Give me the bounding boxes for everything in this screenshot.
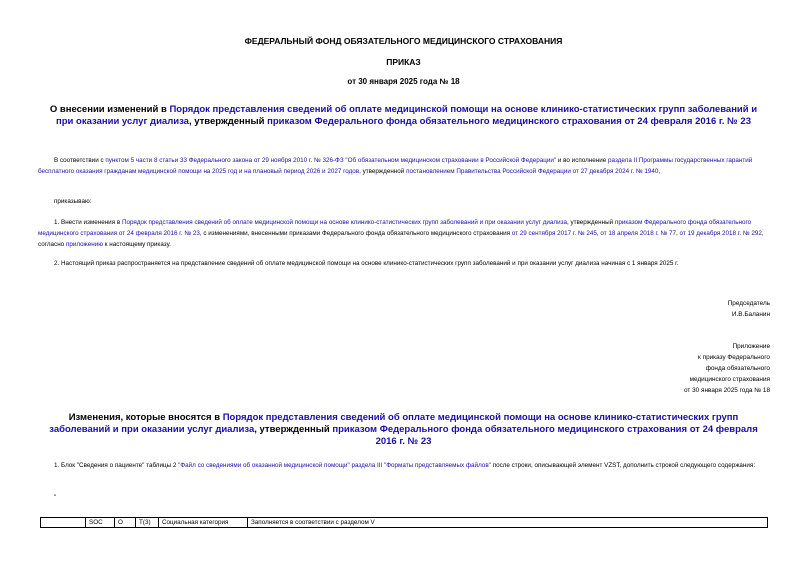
- table-cell: [41, 518, 86, 528]
- text: , утвержденной: [359, 168, 407, 175]
- table-row: [41, 518, 768, 528]
- decree-link[interactable]: постановлением Правительства Российской Федерации от 27 декабря 2024 г. № 1940: [406, 168, 659, 175]
- item-2-text: 2. Настоящий приказ распространяется на представление сведений об оплате медицинской помощи на основе клинико-статистических групп заболеваний и при оказании услуг диализа начиная с 1 января 2025 г.: [54, 260, 679, 267]
- procedure-link[interactable]: Порядок представления сведений об оплате медицинской помощи на основе клинико-статистических групп заболеваний и при оказании услуг диализа: [121, 219, 567, 226]
- text: после строки, описывающей элемент VZST, дополнить строкой следующего содержания:: [490, 462, 756, 469]
- title-text: , утвержденный: [188, 116, 268, 127]
- item-2: [38, 258, 768, 269]
- signature-block: [620, 298, 770, 320]
- text: 1. Внести изменения в: [54, 219, 122, 226]
- inserted-row-table: [40, 517, 768, 528]
- quote-mark: [38, 492, 768, 503]
- title-link-order[interactable]: приказом Федерального фонда обязательного медицинского страхования от 24 февраля 2016 г. № 23: [267, 116, 751, 127]
- signature-position: Председатель: [727, 300, 770, 307]
- appendix-link[interactable]: приложению: [65, 241, 103, 248]
- amendment-link-1[interactable]: от 29 сентября 2017 г. № 245: [511, 230, 597, 237]
- org-heading: ФЕДЕРАЛЬНЫЙ ФОНД ОБЯЗАТЕЛЬНОГО МЕДИЦИНСКОГО СТРАХОВАНИЯ: [244, 36, 563, 46]
- appendix-block: [620, 341, 770, 396]
- amendment-link-2[interactable]: от 18 апреля 2018 г. № 77: [600, 230, 677, 237]
- title-text: Изменения, которые вносятся в: [68, 412, 223, 423]
- order-date-number: от 30 января 2025 года № 18: [347, 77, 460, 86]
- title2-link-order[interactable]: приказом Федерального фонда обязательного медицинского страхования от 24 февраля 2016 г. № 23: [332, 424, 758, 447]
- item-1: [38, 217, 768, 250]
- text: , с изменениями, внесенными приказами Федерального фонда обязательного медицинского страхования: [199, 230, 512, 237]
- text: к настоящему приказу.: [102, 241, 171, 248]
- appendix-line: Приложение: [732, 343, 770, 350]
- table-link[interactable]: "Файл со сведениями об оказанной медицинской помощи" раздела III "Форматы представляемых файлов": [178, 462, 491, 469]
- order-title: [40, 104, 767, 128]
- table-cell: Социальная категория: [159, 518, 248, 528]
- text: ,: [676, 230, 680, 237]
- program-link[interactable]: раздела II Программы государственных гарантий бесплатного оказания гражданам медицинской помощи на 2025 год и на плановый период 2026 и 2027 годов: [38, 157, 753, 175]
- table-cell: Заполняется в соответствии с разделом V: [248, 518, 768, 528]
- table-cell: O: [115, 518, 136, 528]
- signature-name: И.В.Баланин: [731, 311, 770, 318]
- title-text: О внесении изменений в: [49, 104, 170, 115]
- preamble: [38, 155, 768, 177]
- law-link[interactable]: пунктом 5 части 8 статьи 33 Федерального закона от 29 ноября 2010 г. № 326-ФЗ "Об обязательном медицинском страховании в Российской Федерации": [105, 157, 557, 164]
- title2-link-procedure[interactable]: Порядок представления сведений об оплате медицинской помощи на основе клинико-статистических групп заболеваний и при оказании услуг диализа: [49, 412, 739, 435]
- text: , согласно: [38, 230, 764, 248]
- text: ,: [658, 168, 661, 175]
- appendix-line: фонда обязательного: [705, 365, 770, 372]
- appendix-line: медицинского страхования: [689, 376, 770, 383]
- order-word: [38, 196, 768, 207]
- appendix-line: от 30 января 2025 года № 18: [684, 387, 770, 394]
- text: 1. Блок "Сведения о пациенте" таблицы 2: [54, 462, 179, 469]
- quote-mark-text: ": [54, 494, 57, 501]
- text: и во исполнение: [556, 157, 609, 164]
- text: ,: [596, 230, 601, 237]
- order-link[interactable]: приказом Федерального фонда обязательного медицинского страхования от 24 февраля 2016 г. № 23: [38, 219, 752, 237]
- appendix-line: к приказу Федерального: [698, 354, 770, 361]
- change-1: [38, 460, 768, 471]
- table-cell: T(3): [136, 518, 159, 528]
- amendment-link-3[interactable]: от 19 декабря 2018 г. № 292: [679, 230, 762, 237]
- text: , утвержденный: [566, 219, 615, 226]
- title-text: , утвержденный: [254, 424, 333, 435]
- table-cell: SOC: [86, 518, 115, 528]
- doc-type: ПРИКАЗ: [386, 57, 421, 67]
- order-word-text: приказываю:: [54, 198, 92, 205]
- title-link-procedure[interactable]: Порядок представления сведений об оплате медицинской помощи на основе клинико-статистических групп заболеваний и при оказании услуг диализа: [56, 104, 758, 127]
- appendix-title: [40, 412, 767, 448]
- text: В соответствии с: [54, 157, 106, 164]
